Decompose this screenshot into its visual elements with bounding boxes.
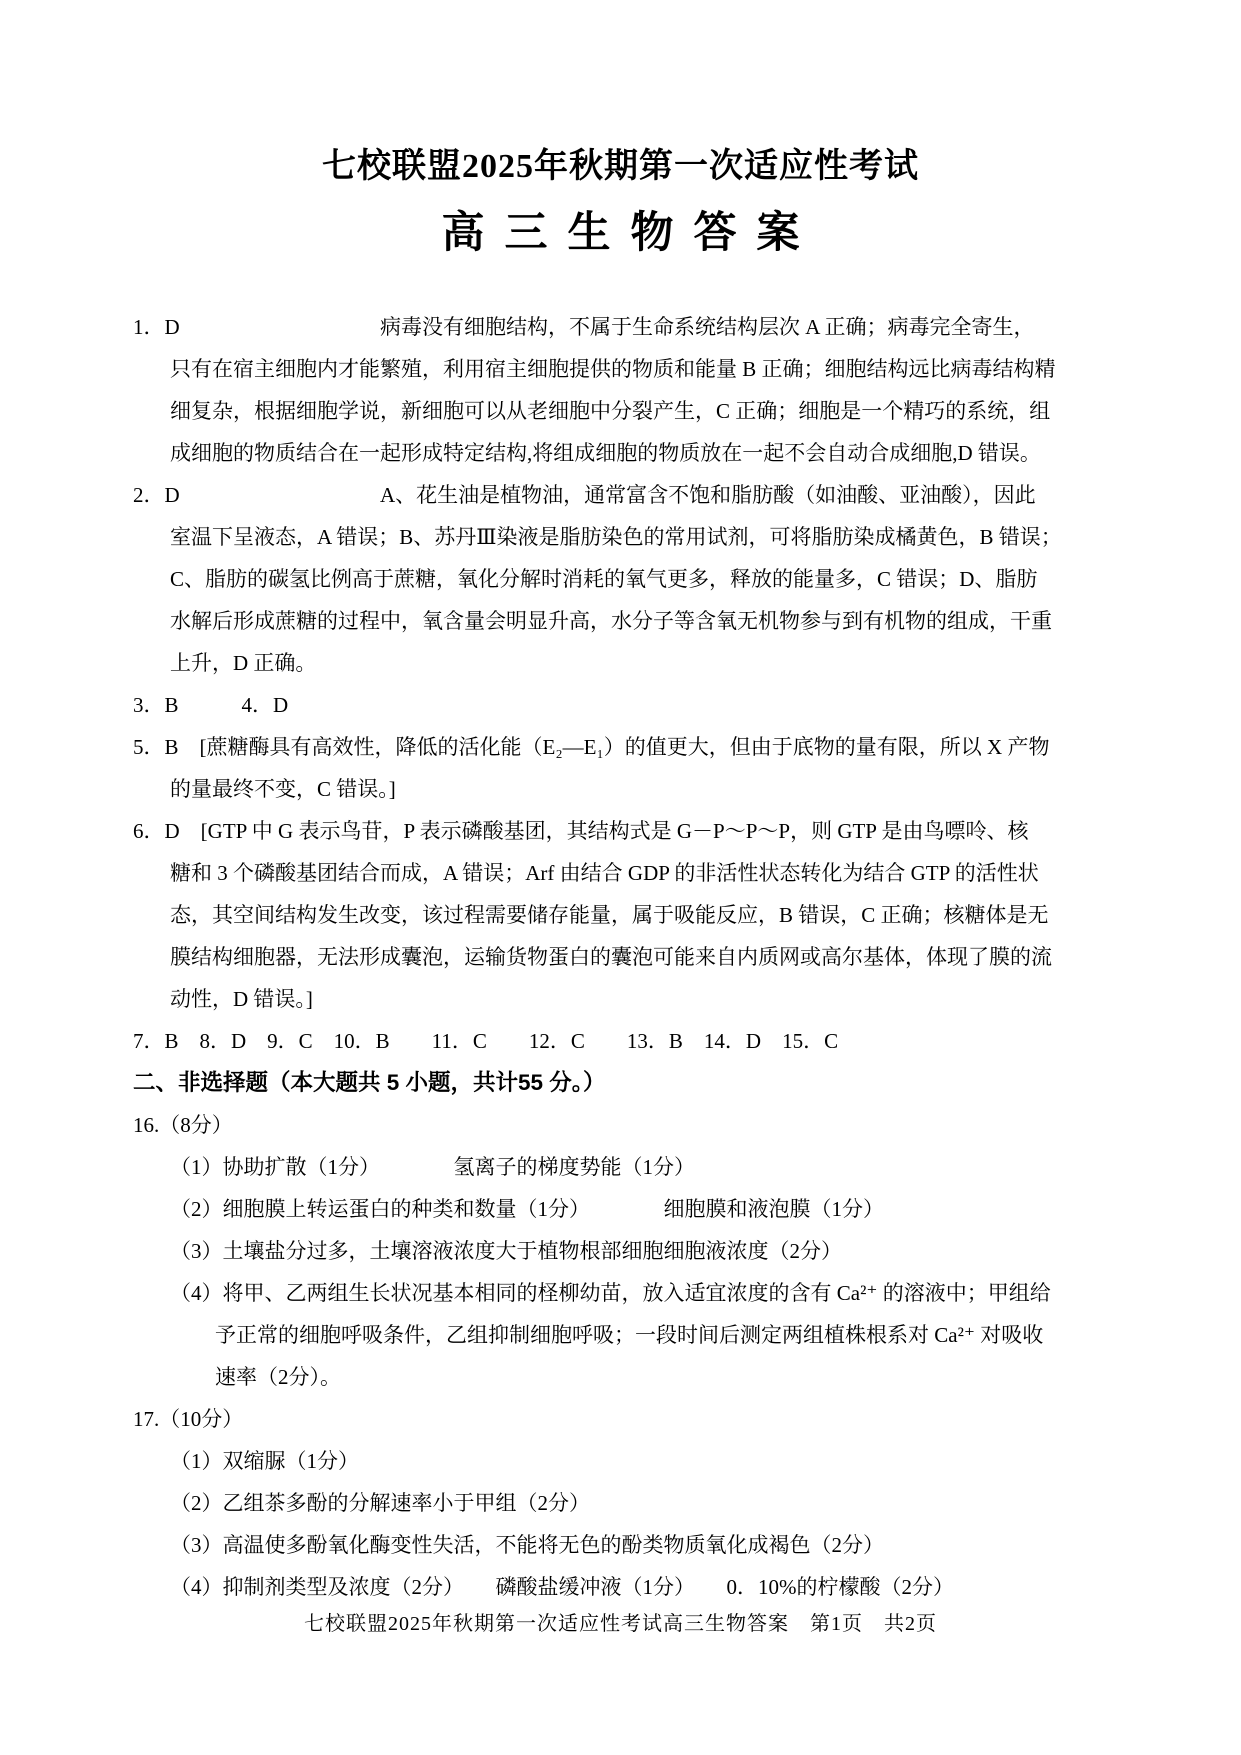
q1-line-2: 只有在宿主细胞内才能繁殖，利用宿主细胞提供的物质和能量 B 正确；细胞结构远比病毒结构精 [170,357,1056,381]
q6-line-4: 膜结构细胞器，无法形成囊泡，运输货物蛋白的囊泡可能来自内质网或高尔基体，体现了膜的流 [170,945,1052,969]
section2-heading: 二、非选择题（本大题共 5 小题，共计55 分。） [133,1070,606,1095]
q2-line-5: 上升，D 正确。 [170,651,317,675]
answers-body [133,306,1123,1608]
q16-heading: 16.（8分） [133,1113,233,1137]
q17-heading: 17.（10分） [133,1407,244,1431]
page-footer: 七校联盟2025年秋期第一次适应性考试高三生物答案 第1页 共2页 [304,1613,937,1635]
q16-answer-3: （3）土壤盐分过多，土壤溶液浓度大于植物根部细胞细胞液浓度（2分） [170,1239,842,1263]
q1-answer-label: 1．D [133,315,180,339]
q16-answer-4-line-1: （4）将甲、乙两组生长状况基本相同的柽柳幼苗，放入适宜浓度的含有 Ca²⁺ 的溶液中；甲组给 [170,1281,1051,1305]
q1-line-3: 细复杂，根据细胞学说，新细胞可以从老细胞中分裂产生，C 正确；细胞是一个精巧的系统，组 [170,399,1051,423]
q2-line-4: 水解后形成蔗糖的过程中，氧含量会明显升高，水分子等含氧无机物参与到有机物的组成，干重 [170,609,1052,633]
q1-line-4: 成细胞的物质结合在一起形成特定结构,将组成细胞的物质放在一起不会自动合成细胞,D 错误。 [170,441,1041,465]
q6-line-5: 动性，D 错误。] [170,987,313,1011]
q17-answer-1: （1）双缩脲（1分） [170,1449,359,1473]
q6-line-2: 糖和 3 个磷酸基团结合而成，A 错误；Arf 由结合 GDP 的非活性状态转化为结合 GTP 的活性状 [170,861,1039,885]
q5-line-2: 的量最终不变，C 错误。] [170,777,396,801]
q1-line-1 [133,306,1123,348]
q6-line-1: 6．D [GTP 中 G 表示鸟苷，P 表示磷酸基团，其结构式是 G－P～P～P，则 GTP 是由鸟嘌呤、核 [133,819,1029,843]
q17-answer-2: （2）乙组茶多酚的分解速率小于甲组（2分） [170,1491,590,1515]
q16-answer-2: （2）细胞膜上转运蛋白的种类和数量（1分） 细胞膜和液泡膜（1分） [170,1197,884,1221]
q16-answer-4-line-2: 予正常的细胞呼吸条件，乙组抑制细胞呼吸；一段时间后测定两组植株根系对 Ca²⁺ 对吸收 [215,1323,1044,1347]
q2-line-2: 室温下呈液态，A 错误；B、苏丹Ⅲ染液是脂肪染色的常用试剂，可将脂肪染成橘黄色，B 错误； [170,525,1062,549]
subject-title: 高三生物答案 [441,209,820,257]
q16-answer-1: （1）协助扩散（1分） 氢离子的梯度势能（1分） [170,1155,695,1179]
q1-explanation-start: 病毒没有细胞结构，不属于生命系统结构层次 A 正确；病毒完全寄生， [380,315,1035,339]
q2-explanation-start: A、花生油是植物油，通常富含不饱和脂肪酸（如油酸、亚油酸），因此 [380,483,1036,507]
q7-to-q15-answers: 7．B 8．D 9．C 10．B 11．C 12．C 13．B 14．D 15．C [133,1029,839,1053]
q2-line-1 [133,474,1123,516]
q2-answer-label: 2．D [133,483,180,507]
q6-line-3: 态，其空间结构发生改变，该过程需要储存能量，属于吸能反应，B 错误，C 正确；核糖体是无 [170,903,1049,927]
q5-line-1: 5．B [蔗糖酶具有高效性，降低的活化能（E₂—E₁）的值更大，但由于底物的量有限，所以 X 产物 [133,735,1050,759]
q17-answer-4: （4）抑制剂类型及浓度（2分） 磷酸盐缓冲液（1分） 0．10%的柠檬酸（2分） [170,1575,954,1599]
q16-answer-4-line-3: 速率（2分）。 [215,1365,341,1389]
q17-answer-3: （3）高温使多酚氧化酶变性失活，不能将无色的酚类物质氧化成褐色（2分） [170,1533,884,1557]
q3-q4-answers: 3．B 4．D [133,693,289,717]
q2-line-3: C、脂肪的碳氢比例高于蔗糖，氧化分解时消耗的氧气更多，释放的能量多，C 错误；D、脂肪 [170,567,1038,591]
exam-title: 七校联盟2025年秋期第一次适应性考试 [322,148,919,185]
